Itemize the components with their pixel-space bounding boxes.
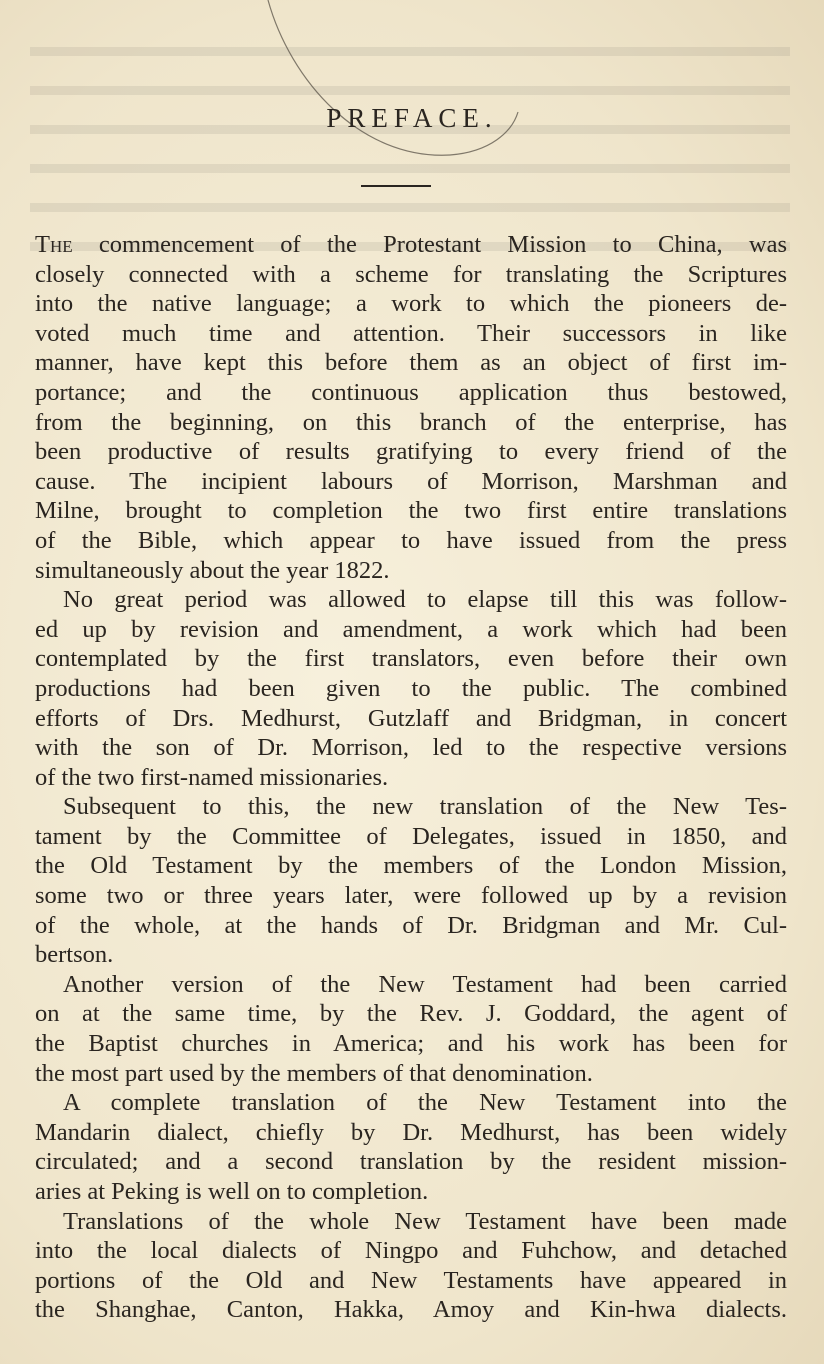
- line-text: circulated; and a second translation by the resident mission-: [35, 1148, 787, 1176]
- line-text: of the two first-named missionaries.: [35, 763, 389, 791]
- line-text: some two or three years later, were followed up by a revision: [35, 882, 787, 910]
- line-text: portance; and the continuous application thus bestowed,: [35, 378, 787, 406]
- paragraph: [35, 970, 787, 1088]
- title-rule: [361, 185, 431, 187]
- line-text: bertson.: [35, 941, 114, 969]
- text-line: [35, 1236, 787, 1266]
- line-text: the Old Testament by the members of the London Mission,: [35, 852, 787, 880]
- text-line: [35, 348, 787, 378]
- text-line: [35, 1088, 787, 1118]
- line-text: efforts of Drs. Medhurst, Gutzlaff and Bridgman, in concert: [35, 704, 787, 732]
- line-text: aries at Peking is well on to completion.: [35, 1178, 429, 1205]
- line-text: manner, have kept this before them as an object of first im-: [35, 349, 787, 377]
- preface-body: [35, 230, 787, 1325]
- page-title: PREFACE.: [326, 103, 498, 133]
- text-line: [35, 1029, 787, 1059]
- line-text: cause. The incipient labours of Morrison, Marshman and: [35, 467, 787, 495]
- line-text: closely connected with a scheme for translating the Scriptures: [35, 260, 787, 288]
- text-line: [35, 319, 787, 349]
- text-line: [35, 851, 787, 881]
- text-line: [35, 289, 787, 319]
- line-text: into the local dialects of Ningpo and Fuhchow, and detached: [35, 1237, 787, 1265]
- paragraph: [35, 792, 787, 970]
- text-line: [35, 970, 787, 1000]
- text-line: [35, 1266, 787, 1296]
- text-line: [35, 940, 787, 970]
- text-line: [35, 911, 787, 941]
- paragraph: [35, 1088, 787, 1206]
- line-text: productions had been given to the public. The combined: [35, 674, 787, 702]
- line-text: Another version of the New Testament had been carried: [63, 970, 787, 998]
- pencil-arc-mark: [250, 0, 530, 170]
- paragraph: [35, 1207, 787, 1325]
- paragraph: [35, 585, 787, 792]
- text-line: [35, 1118, 787, 1148]
- line-text: Translations of the whole New Testament have been made: [63, 1207, 787, 1235]
- text-line: [35, 408, 787, 438]
- line-text: the Shanghae, Canton, Hakka, Amoy and Kin-hwa dialects.: [35, 1296, 787, 1324]
- text-line: [35, 763, 787, 793]
- text-line: [35, 585, 787, 615]
- text-line: [35, 615, 787, 645]
- line-text: tament by the Committee of Delegates, issued in 1850, and: [35, 822, 787, 850]
- text-line: [35, 526, 787, 556]
- lead-word: The: [35, 231, 73, 258]
- line-text: the most part used by the members of that denomination.: [35, 1059, 593, 1087]
- text-line: [35, 999, 787, 1029]
- text-line: [35, 792, 787, 822]
- line-text: with the son of Dr. Morrison, led to the respective versions: [35, 734, 787, 762]
- line-text: Milne, brought to completion the two first entire translations: [35, 497, 787, 525]
- text-line: [35, 733, 787, 763]
- text-line: [35, 1147, 787, 1177]
- line-text: into the native language; a work to which the pioneers de-: [35, 290, 787, 318]
- text-line: [35, 260, 787, 290]
- text-line: [35, 378, 787, 408]
- line-text: commencement of the Protestant Mission to China, was: [72, 231, 787, 258]
- line-text: voted much time and attention. Their successors in like: [35, 319, 787, 347]
- text-line: [35, 644, 787, 674]
- line-text: been productive of results gratifying to every friend of the: [35, 438, 787, 466]
- text-line: [35, 1059, 787, 1089]
- line-text: A complete translation of the New Testament into the: [63, 1089, 787, 1117]
- line-text: Subsequent to this, the new translation of the New Tes-: [63, 793, 787, 821]
- text-line: [35, 1207, 787, 1237]
- text-line: [35, 556, 787, 586]
- text-line: [35, 467, 787, 497]
- text-line: [35, 1295, 787, 1325]
- line-text: No great period was allowed to elapse till this was follow-: [63, 586, 787, 614]
- paragraph: [35, 230, 787, 585]
- text-line: [35, 881, 787, 911]
- text-line: [35, 437, 787, 467]
- text-line: [35, 496, 787, 526]
- line-text: Mandarin dialect, chiefly by Dr. Medhurst, has been widely: [35, 1118, 787, 1146]
- text-line: [35, 704, 787, 734]
- text-line: [35, 674, 787, 704]
- text-line: [35, 822, 787, 852]
- line-text: on at the same time, by the Rev. J. Goddard, the agent of: [35, 1000, 787, 1028]
- line-text: of the Bible, which appear to have issued from the press: [35, 526, 787, 554]
- line-text: of the whole, at the hands of Dr. Bridgman and Mr. Cul-: [35, 911, 787, 939]
- text-line: [35, 1177, 787, 1207]
- line-text: portions of the Old and New Testaments have appeared in: [35, 1266, 787, 1294]
- line-text: ed up by revision and amendment, a work which had been: [35, 615, 787, 643]
- line-text: from the beginning, on this branch of the enterprise, has: [35, 408, 787, 436]
- line-text: the Baptist churches in America; and his work has been for: [35, 1030, 787, 1058]
- text-line: [35, 230, 787, 260]
- line-text: contemplated by the first translators, even before their own: [35, 645, 787, 673]
- line-text: simultaneously about the year 1822.: [35, 556, 390, 584]
